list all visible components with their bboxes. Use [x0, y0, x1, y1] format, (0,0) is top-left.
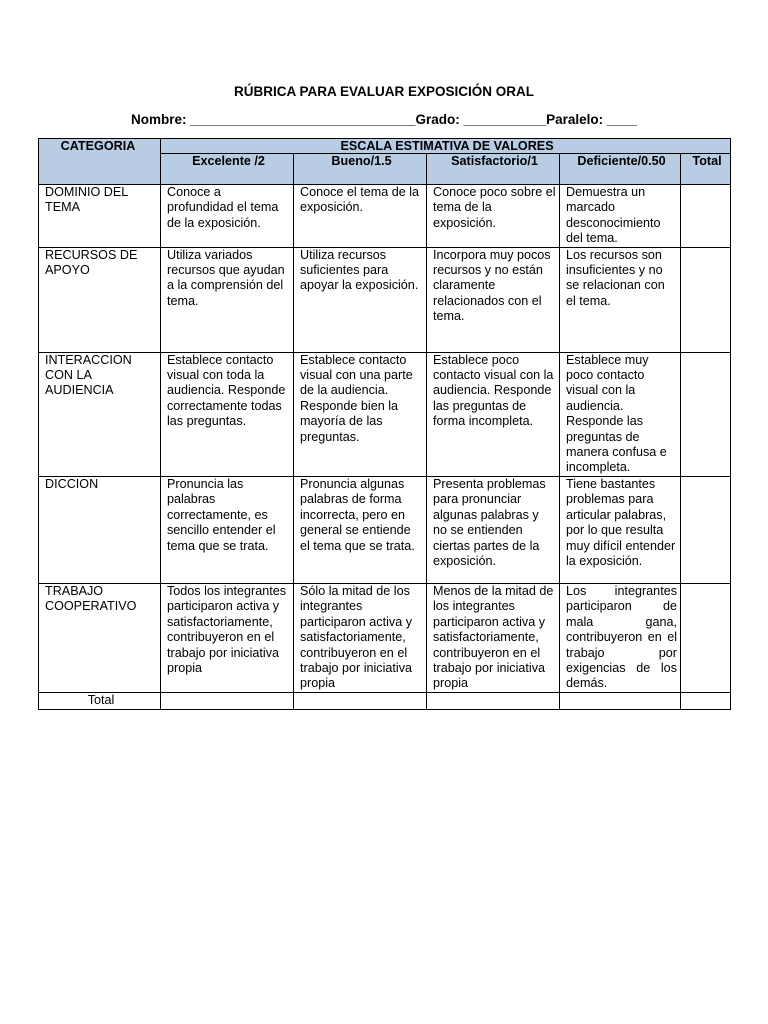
- header-category: CATEGORIA: [39, 139, 161, 185]
- table-cell: Todos los integrantes participaron activa y satisfactoriamente, contribuyeron en el trabajo por iniciativa propia: [161, 583, 294, 692]
- total-cell: [161, 692, 294, 709]
- total-cell: [681, 185, 731, 248]
- total-cell: [681, 476, 731, 583]
- total-cell: [427, 692, 560, 709]
- header-total: Total: [681, 154, 731, 185]
- table-cell: Pronuncia algunas palabras de forma incorrecta, pero en general se entiende el tema que se trata.: [294, 476, 427, 583]
- table-cell: Demuestra un marcado desconocimiento del tema.: [560, 185, 681, 248]
- header-level-bueno: Bueno/1.5: [294, 154, 427, 185]
- table-cell: Tiene bastantes problemas para articular palabras, por lo que resulta muy difícil entender la exposición.: [560, 476, 681, 583]
- total-cell: [681, 352, 731, 476]
- table-cell: Presenta problemas para pronunciar algunas palabras y no se entienden ciertas partes de la exposición.: [427, 476, 560, 583]
- table-row: [39, 247, 731, 352]
- table-cell: Los recursos son insuficientes y no se relacionan con el tema.: [560, 247, 681, 352]
- table-cell: Sólo la mitad de los integrantes participaron activa y satisfactoriamente, contribuyeron en el trabajo por iniciativa propia: [294, 583, 427, 692]
- total-cell: [681, 247, 731, 352]
- total-cell: [681, 692, 731, 709]
- document-title: RÚBRICA PARA EVALUAR EXPOSICIÓN ORAL: [233, 84, 534, 99]
- header-level-satisfactorio: Satisfactorio/1: [427, 154, 560, 185]
- table-cell: Incorpora muy pocos recursos y no están claramente relacionados con el tema.: [427, 247, 560, 352]
- header-level-excelente: Excelente /2: [161, 154, 294, 185]
- table-cell: Pronuncia las palabras correctamente, es sencillo entender el tema que se trata.: [161, 476, 294, 583]
- table-cell: Establece muy poco contacto visual con la audiencia. Responde las preguntas de manera confusa e incompleta.: [560, 352, 681, 476]
- table-cell: Establece contacto visual con una parte de la audiencia. Responde bien la mayoría de las preguntas.: [294, 352, 427, 476]
- header-row-top: [39, 139, 731, 154]
- row-category: RECURSOS DE APOYO: [39, 247, 161, 352]
- header-scale: ESCALA ESTIMATIVA DE VALORES: [161, 139, 731, 154]
- header-level-deficiente: Deficiente/0.50: [560, 154, 681, 185]
- table-row: [39, 583, 731, 692]
- total-cell: [681, 583, 731, 692]
- row-category: TRABAJO COOPERATIVO: [39, 583, 161, 692]
- table-cell: Utiliza recursos suficientes para apoyar la exposición.: [294, 247, 427, 352]
- table-cell: Conoce a profundidad el tema de la exposición.: [161, 185, 294, 248]
- table-cell: Conoce el tema de la exposición.: [294, 185, 427, 248]
- row-category: DICCION: [39, 476, 161, 583]
- total-label: Total: [39, 692, 161, 709]
- total-row: [39, 692, 731, 709]
- rubric-table: [38, 138, 731, 710]
- total-cell: [294, 692, 427, 709]
- table-cell: Menos de la mitad de los integrantes participaron activa y satisfactoriamente, contribuyeron en el trabajo por iniciativa propia: [427, 583, 560, 692]
- table-cell: Establece contacto visual con toda la audiencia. Responde correctamente todas las preguntas.: [161, 352, 294, 476]
- table-cell: Establece poco contacto visual con la audiencia. Responde las preguntas de forma incompleta.: [427, 352, 560, 476]
- total-cell: [560, 692, 681, 709]
- table-row: [39, 476, 731, 583]
- row-category: DOMINIO DEL TEMA: [39, 185, 161, 248]
- table-row: [39, 185, 731, 248]
- table-cell: Utiliza variados recursos que ayudan a la comprensión del tema.: [161, 247, 294, 352]
- row-category: INTERACCION CON LA AUDIENCIA: [39, 352, 161, 476]
- table-row: [39, 352, 731, 476]
- table-cell: Los integrantes participaron de mala gana, contribuyeron en el trabajo por exigencias de los demás.: [560, 583, 681, 692]
- student-info-line: Nombre: ______________________________Grado: ___________Paralelo: ____: [131, 112, 637, 127]
- table-cell: Conoce poco sobre el tema de la exposición.: [427, 185, 560, 248]
